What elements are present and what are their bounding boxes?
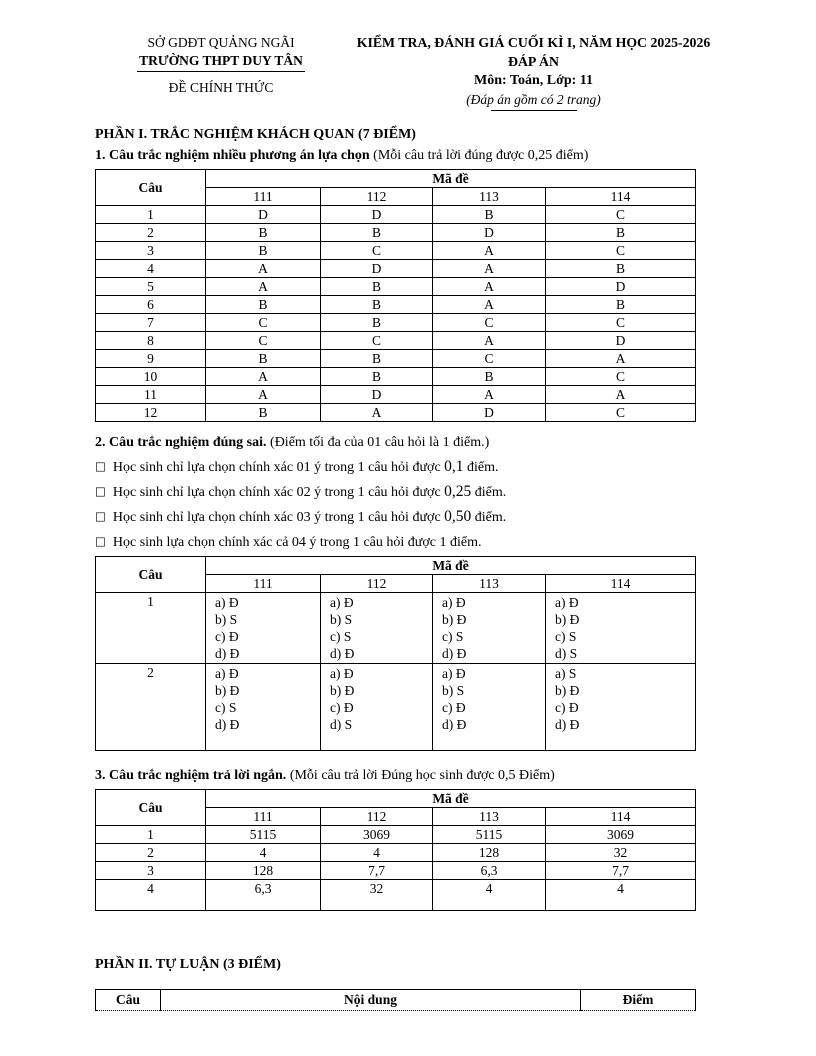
- question-number: 10: [96, 367, 206, 385]
- answer-cell: 7,7: [321, 861, 433, 879]
- note-suffix: điểm.: [471, 484, 507, 500]
- answer-cell: C: [206, 331, 321, 349]
- scoring-note: [95, 508, 720, 526]
- sa-table-body: [96, 825, 696, 910]
- section2-heading: [95, 435, 720, 451]
- col-header-question: Câu: [96, 989, 161, 1010]
- answer-cell: B: [321, 223, 433, 241]
- answer-key-label: ĐÁP ÁN: [508, 53, 559, 69]
- answer-cell: D: [546, 277, 696, 295]
- answer-line: b) Đ: [330, 682, 355, 698]
- answer-cell: C: [546, 241, 696, 259]
- answer-line: a) Đ: [442, 594, 466, 610]
- scoring-note: [95, 458, 720, 476]
- exam-code: 114: [546, 807, 696, 825]
- answer-cell: C: [321, 331, 433, 349]
- scoring-note: [95, 483, 720, 501]
- answer-line: d) Đ: [215, 716, 240, 732]
- true-false-answer-table: [95, 556, 696, 751]
- answer-line: d) S: [330, 716, 353, 732]
- answer-cell: D: [546, 331, 696, 349]
- mcq-table-body: [96, 205, 696, 421]
- header-left: [95, 34, 347, 97]
- answer-cell: 3069: [546, 825, 696, 843]
- answer-row: [96, 295, 696, 313]
- answer-cell: D: [433, 223, 546, 241]
- col-header-exam-code: Mã đề: [206, 789, 696, 807]
- exam-code: 112: [321, 574, 433, 592]
- short-answer-table: [95, 789, 696, 911]
- answer-cell: B: [206, 241, 321, 259]
- note-text: Học sinh chỉ lựa chọn chính xác 01 ý trong 1 câu hỏi được: [112, 459, 445, 475]
- note-suffix: điểm.: [463, 459, 499, 475]
- answer-cell: 4: [546, 879, 696, 910]
- question-number: 2: [96, 843, 206, 861]
- answer-line: c) Đ: [442, 699, 466, 715]
- mcq-table-head: [96, 169, 696, 205]
- answer-cell: [206, 663, 321, 750]
- col-header-question: Câu: [96, 556, 206, 592]
- answer-line: b) S: [442, 682, 465, 698]
- answer-cell: C: [433, 313, 546, 331]
- question-number: 7: [96, 313, 206, 331]
- part1-title: PHẦN I. TRẮC NGHIỆM KHÁCH QUAN (7 ĐIỂM): [95, 126, 416, 142]
- answer-line: b) Đ: [215, 682, 240, 698]
- answer-line: d) Đ: [215, 645, 240, 661]
- note-value: 0,50: [444, 507, 472, 525]
- header-right: [347, 34, 720, 111]
- answer-cell: D: [321, 259, 433, 277]
- checkbox-icon: □: [95, 483, 106, 498]
- answer-line: c) Đ: [215, 628, 239, 644]
- col-header-score: Điểm: [581, 989, 696, 1010]
- answer-line: a) Đ: [330, 665, 354, 681]
- answer-cell: 32: [321, 879, 433, 910]
- question-number: 12: [96, 403, 206, 421]
- answer-row: [96, 825, 696, 843]
- answer-cell: B: [433, 367, 546, 385]
- question-number: 3: [96, 241, 206, 259]
- exam-code: 112: [321, 807, 433, 825]
- question-number: 9: [96, 349, 206, 367]
- tf-table-body: [96, 592, 696, 750]
- answer-row: [96, 313, 696, 331]
- answer-row: [96, 331, 696, 349]
- subject-grade-line: Môn: Toán, Lớp: 11: [473, 72, 593, 88]
- answer-cell: 5115: [433, 825, 546, 843]
- col-header-question: Câu: [96, 169, 206, 205]
- answer-cell: B: [206, 403, 321, 421]
- section1-heading-bold: 1. Câu trắc nghiệm nhiều phương án lựa chọn: [95, 147, 370, 163]
- question-number: 1: [96, 592, 206, 663]
- answer-line: b) Đ: [555, 611, 580, 627]
- answer-cell: C: [546, 205, 696, 223]
- answer-row: [96, 367, 696, 385]
- answer-line: a) Đ: [215, 665, 239, 681]
- exam-title: KIỂM TRA, ĐÁNH GIÁ CUỐI KÌ I, NĂM HỌC 2025-2026: [356, 35, 711, 50]
- department-name: SỞ GDĐT QUẢNG NGÃI: [147, 35, 295, 50]
- answer-cell: B: [206, 349, 321, 367]
- answer-cell: 5115: [206, 825, 321, 843]
- mcq-answer-table: [95, 169, 696, 422]
- exam-code: 111: [206, 807, 321, 825]
- answer-row: [96, 259, 696, 277]
- exam-code: 114: [546, 574, 696, 592]
- answer-cell: B: [546, 223, 696, 241]
- question-number: 3: [96, 861, 206, 879]
- answer-row: [96, 592, 696, 663]
- answer-cell: 32: [546, 843, 696, 861]
- section2-heading-note: (Điểm tối đa của 01 câu hỏi là 1 điểm.): [266, 434, 490, 450]
- answer-cell: A: [433, 241, 546, 259]
- checkbox-icon: □: [95, 533, 106, 548]
- section1-heading: [95, 148, 720, 164]
- answer-row: [96, 349, 696, 367]
- answer-cell: B: [206, 223, 321, 241]
- answer-row: [96, 861, 696, 879]
- answer-cell: B: [321, 367, 433, 385]
- question-number: 4: [96, 259, 206, 277]
- answer-cell: [321, 663, 433, 750]
- answer-cell: A: [433, 385, 546, 403]
- answer-cell: A: [433, 259, 546, 277]
- answer-cell: C: [206, 313, 321, 331]
- answer-cell: D: [206, 205, 321, 223]
- question-number: 1: [96, 205, 206, 223]
- note-suffix: điểm.: [471, 509, 507, 525]
- answer-line: c) S: [555, 628, 577, 644]
- answer-line: d) Đ: [555, 716, 580, 732]
- header-row: [96, 989, 696, 1010]
- question-number: 4: [96, 879, 206, 910]
- answer-row: [96, 223, 696, 241]
- answer-line: d) Đ: [442, 645, 467, 661]
- answer-cell: 6,3: [433, 861, 546, 879]
- header-row: [96, 169, 696, 187]
- answer-cell: 3069: [321, 825, 433, 843]
- answer-cell: [433, 592, 546, 663]
- answer-line: c) S: [330, 628, 352, 644]
- answer-cell: A: [206, 367, 321, 385]
- answer-cell: [321, 592, 433, 663]
- answer-line: c) Đ: [555, 699, 579, 715]
- answer-cell: A: [546, 385, 696, 403]
- sa-table-head: [96, 789, 696, 825]
- part2-title: PHẦN II. TỰ LUẬN (3 ĐIỂM): [95, 956, 281, 972]
- answer-row: [96, 403, 696, 421]
- answer-row: [96, 205, 696, 223]
- answer-cell: B: [546, 259, 696, 277]
- answer-cell: D: [321, 205, 433, 223]
- answer-cell: B: [206, 295, 321, 313]
- answer-row: [96, 879, 696, 910]
- answer-row: [96, 241, 696, 259]
- col-header-exam-code: Mã đề: [206, 556, 696, 574]
- answer-cell: 4: [206, 843, 321, 861]
- school-name: TRƯỜNG THPT DUY TÂN: [137, 52, 305, 73]
- answer-line: a) Đ: [215, 594, 239, 610]
- col-header-question: Câu: [96, 789, 206, 825]
- section1-heading-note: (Mỗi câu trả lời đúng được 0,25 điểm): [369, 147, 589, 163]
- pages-note: (Đáp án gồm có 2 trang): [347, 91, 720, 111]
- note-text: Học sinh chỉ lựa chọn chính xác 02 ý trong 1 câu hỏi được: [112, 484, 445, 500]
- answer-line: b) S: [215, 611, 238, 627]
- question-number: 2: [96, 663, 206, 750]
- essay-table: [95, 989, 696, 1011]
- answer-cell: [546, 663, 696, 750]
- answer-cell: A: [206, 259, 321, 277]
- answer-row: [96, 385, 696, 403]
- answer-line: b) Đ: [555, 682, 580, 698]
- exam-code: 113: [433, 574, 546, 592]
- tf-table-head: [96, 556, 696, 592]
- answer-line: d) Đ: [330, 645, 355, 661]
- answer-cell: A: [433, 331, 546, 349]
- header-row: [96, 556, 696, 574]
- question-number: 8: [96, 331, 206, 349]
- answer-line: c) S: [442, 628, 464, 644]
- section3-heading: [95, 768, 720, 784]
- exam-code: 113: [433, 187, 546, 205]
- answer-cell: C: [546, 403, 696, 421]
- answer-line: a) Đ: [330, 594, 354, 610]
- answer-cell: C: [433, 349, 546, 367]
- answer-cell: 6,3: [206, 879, 321, 910]
- exam-code: 111: [206, 574, 321, 592]
- answer-line: a) S: [555, 665, 577, 681]
- answer-line: b) Đ: [442, 611, 467, 627]
- answer-cell: D: [433, 403, 546, 421]
- answer-cell: C: [546, 367, 696, 385]
- answer-line: c) Đ: [330, 699, 354, 715]
- exam-code: 114: [546, 187, 696, 205]
- col-header-exam-code: Mã đề: [206, 169, 696, 187]
- answer-cell: C: [546, 313, 696, 331]
- answer-line: d) Đ: [442, 716, 467, 732]
- answer-line: d) S: [555, 645, 578, 661]
- answer-cell: D: [321, 385, 433, 403]
- question-number: 11: [96, 385, 206, 403]
- answer-cell: [433, 663, 546, 750]
- answer-row: [96, 277, 696, 295]
- answer-line: a) Đ: [555, 594, 579, 610]
- answer-cell: 4: [433, 879, 546, 910]
- school-name-row: [95, 52, 347, 73]
- answer-cell: B: [321, 295, 433, 313]
- answer-cell: 128: [206, 861, 321, 879]
- exam-code: 113: [433, 807, 546, 825]
- col-header-content: Nội dung: [161, 989, 581, 1010]
- scoring-note: [95, 533, 720, 551]
- answer-cell: 4: [321, 843, 433, 861]
- exam-code: 112: [321, 187, 433, 205]
- note-value: 0,25: [444, 482, 472, 500]
- answer-cell: B: [321, 277, 433, 295]
- answer-line: a) Đ: [442, 665, 466, 681]
- question-number: 6: [96, 295, 206, 313]
- note-text: Học sinh chỉ lựa chọn chính xác 03 ý trong 1 câu hỏi được: [112, 509, 445, 525]
- checkbox-icon: □: [95, 508, 106, 523]
- answer-cell: A: [321, 403, 433, 421]
- question-number: 5: [96, 277, 206, 295]
- document-header: [95, 34, 720, 111]
- section2-heading-bold: 2. Câu trắc nghiệm đúng sai.: [95, 434, 267, 450]
- answer-cell: C: [321, 241, 433, 259]
- official-exam-label: ĐỀ CHÍNH THỨC: [168, 80, 274, 96]
- note-value: 0,1: [444, 457, 464, 475]
- answer-cell: B: [433, 205, 546, 223]
- question-number: 2: [96, 223, 206, 241]
- answer-row: [96, 663, 696, 750]
- question-number: 1: [96, 825, 206, 843]
- header-row: [96, 789, 696, 807]
- answer-cell: 128: [433, 843, 546, 861]
- section3-heading-bold: 3. Câu trắc nghiệm trả lời ngắn.: [95, 767, 287, 783]
- exam-code: 111: [206, 187, 321, 205]
- answer-cell: [206, 592, 321, 663]
- answer-cell: A: [546, 349, 696, 367]
- answer-line: b) S: [330, 611, 353, 627]
- answer-cell: B: [546, 295, 696, 313]
- answer-cell: A: [433, 295, 546, 313]
- answer-cell: A: [433, 277, 546, 295]
- answer-cell: B: [321, 349, 433, 367]
- answer-cell: A: [206, 385, 321, 403]
- answer-line: c) S: [215, 699, 237, 715]
- note-text: Học sinh lựa chọn chính xác cả 04 ý trong 1 câu hỏi được 1 điểm.: [112, 534, 482, 550]
- answer-cell: B: [321, 313, 433, 331]
- answer-cell: [546, 592, 696, 663]
- section3-heading-note: (Mỗi câu trả lời Đúng học sinh được 0,5 Điểm): [286, 767, 555, 783]
- answer-cell: A: [206, 277, 321, 295]
- checkbox-icon: □: [95, 458, 106, 473]
- answer-cell: 7,7: [546, 861, 696, 879]
- answer-row: [96, 843, 696, 861]
